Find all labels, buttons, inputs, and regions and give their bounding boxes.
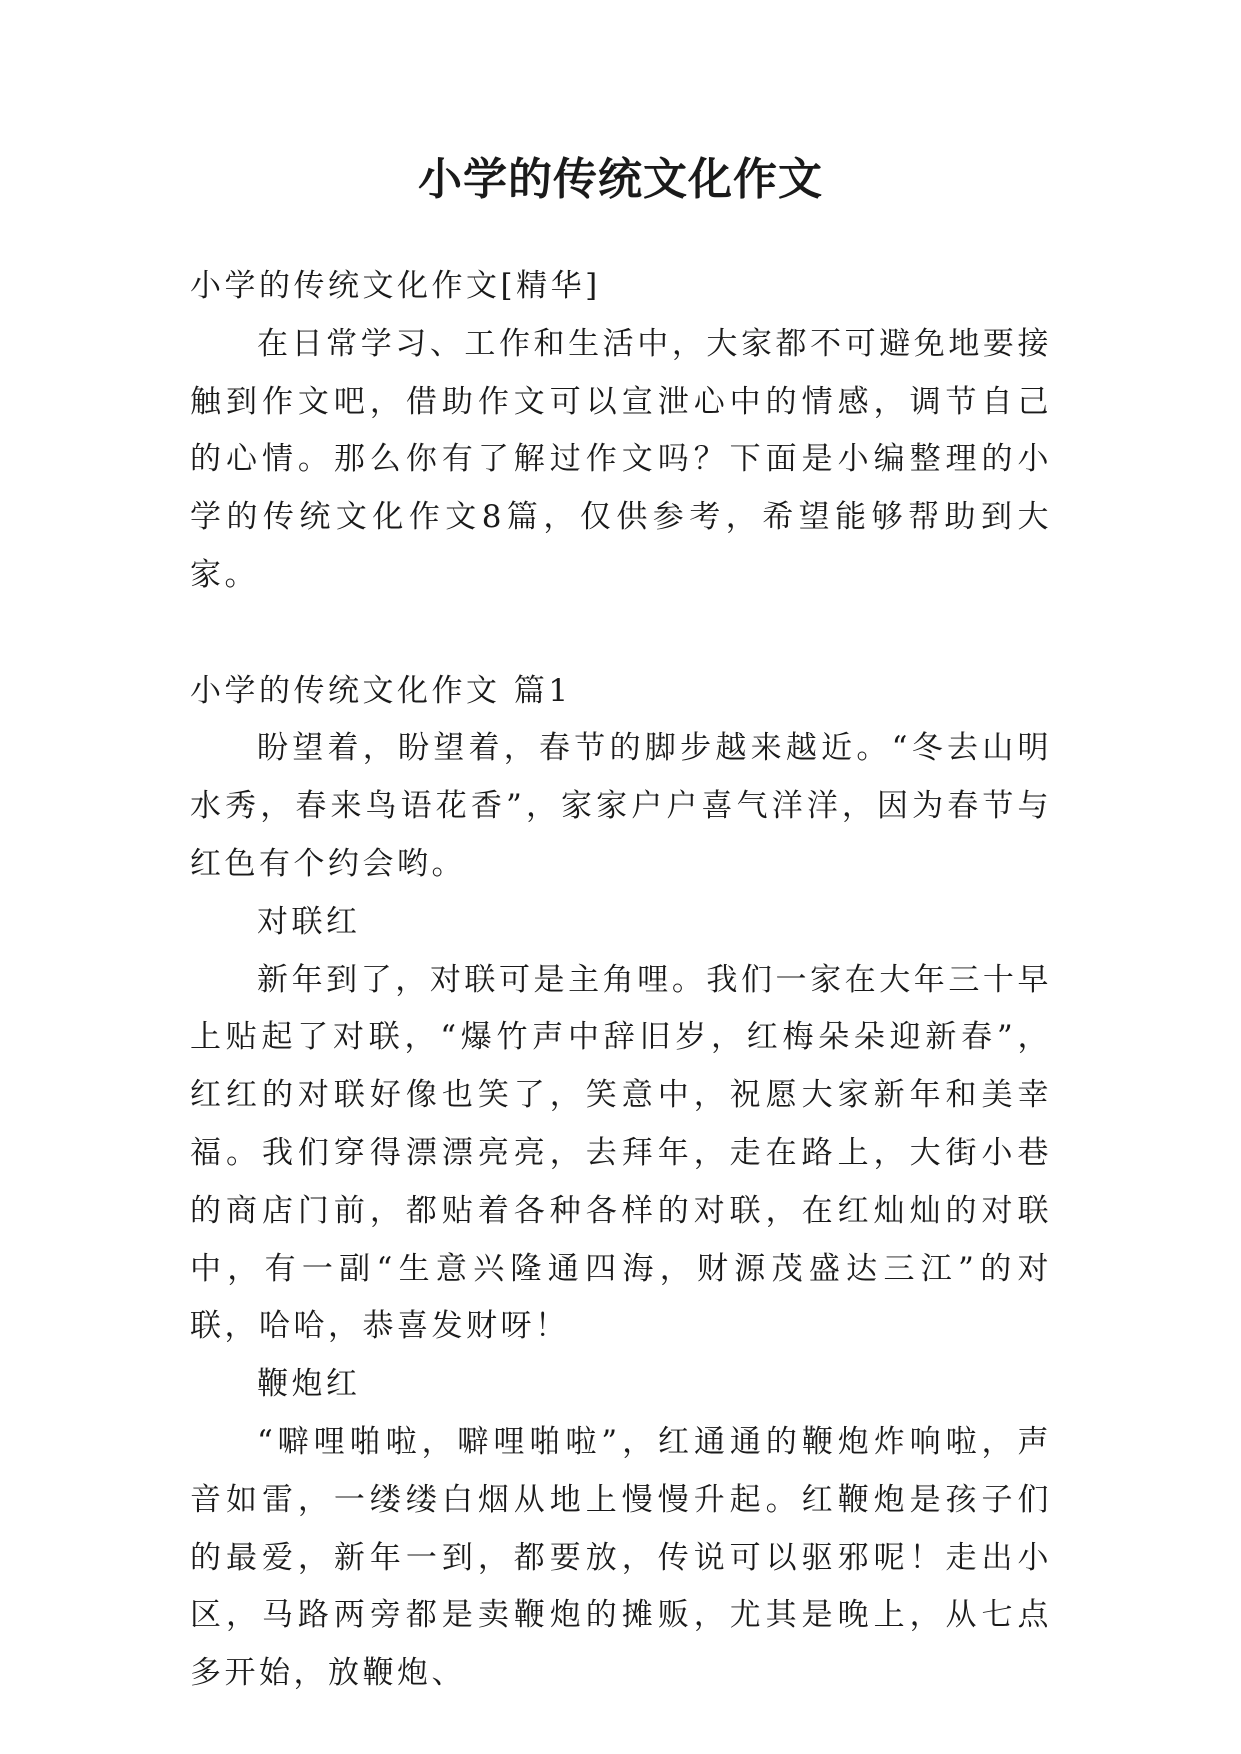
document-title: 小学的传统文化作文 — [418, 154, 823, 205]
document-body — [190, 258, 1052, 1703]
paragraph-gap — [190, 605, 1052, 663]
intro-paragraph: 在日常学习、工作和生活中，大家都不可避免地要接触到作文吧，借助作文可以宣泄心中的情感，调节自己的心情。那么你有了解过作文吗？下面是小编整理的小学的传统文化作文8篇，仅供参考，希望能够帮助到大家。 — [190, 325, 1052, 593]
document-subtitle: 小学的传统文化作文[精华] — [190, 268, 601, 304]
section-heading: 小学的传统文化作文 篇1 — [190, 672, 572, 709]
couplets-paragraph: 新年到了，对联可是主角哩。我们一家在大年三十早上贴起了对联，“爆竹声中辞旧岁，红梅朵朵迎新春”，红红的对联好像也笑了，笑意中，祝愿大家新年和美幸福。我们穿得漂漂亮亮，去拜年，走在路上，大街小巷的商店门前，都贴着各种各样的对联，在红灿灿的对联中，有一副“生意兴隆通四海，财源茂盛达三江”的对联，哈哈，恭喜发财呀！ — [190, 961, 1052, 1345]
subheading-firecrackers: 鞭炮红 — [257, 1366, 361, 1403]
section-paragraph: 盼望着，盼望着，春节的脚步越来越近。“冬去山明水秀，春来鸟语花香”，家家户户喜气洋洋，因为春节与红色有个约会哟。 — [190, 730, 1052, 882]
subheading-couplets: 对联红 — [257, 903, 361, 940]
firecrackers-paragraph: “噼哩啪啦，噼哩啪啦”，红通通的鞭炮炸响啦，声音如雷，一缕缕白烟从地上慢慢升起。红鞭炮是孩子们的最爱，新年一到，都要放，传说可以驱邪呢！走出小区，马路两旁都是卖鞭炮的摊贩，尤其是晚上，从七点多开始，放鞭炮、 — [190, 1423, 1052, 1692]
